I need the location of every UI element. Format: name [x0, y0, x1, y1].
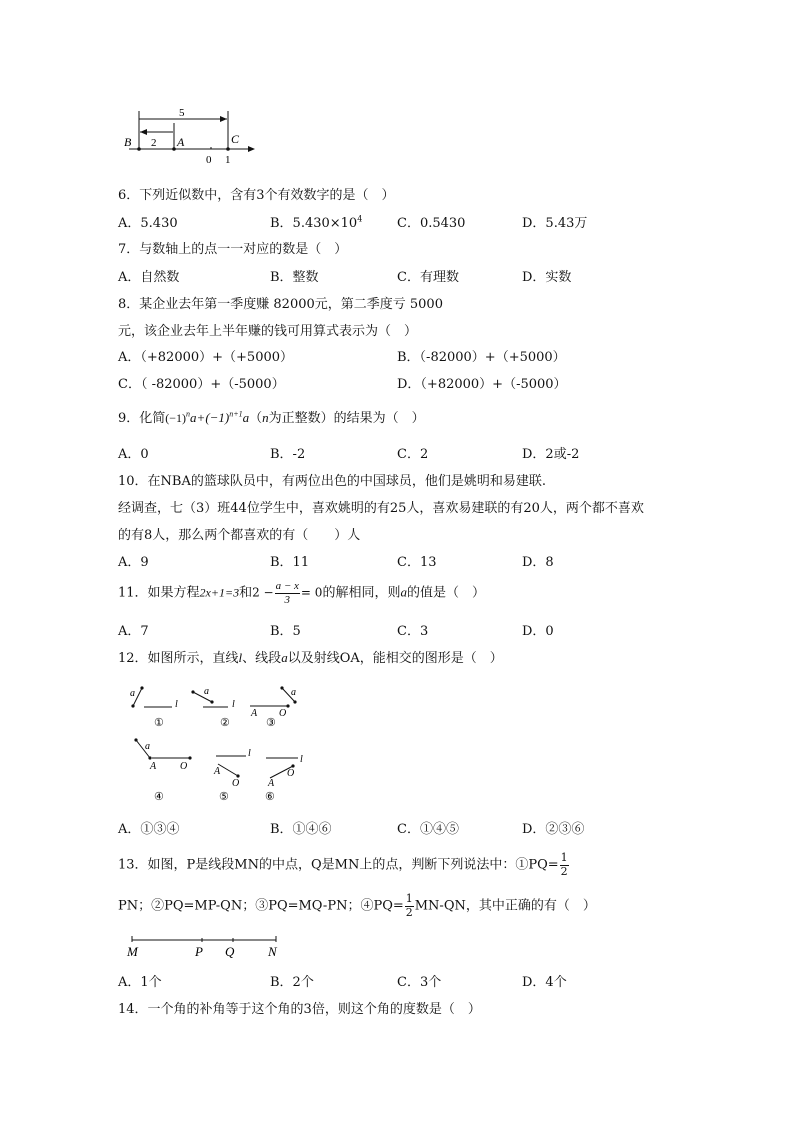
- q12-stem: [118, 647, 503, 666]
- fig2-label-a: a: [204, 686, 209, 697]
- q10-option-a[interactable]: A．9: [118, 555, 149, 570]
- fig1-segment-end: [140, 686, 143, 689]
- fig6-label-a: A: [268, 778, 275, 789]
- q6-option-b-main: B．5.430×10: [270, 216, 358, 231]
- q12-pre: 12．如图所示，直线: [118, 651, 239, 666]
- q11-frac-den: 3: [284, 593, 291, 606]
- label-2: 2: [151, 137, 157, 149]
- q9-pre: 9．化简: [118, 411, 166, 426]
- q7-option-d[interactable]: D．实数: [522, 270, 572, 285]
- q9-sup-n: n: [186, 409, 191, 419]
- q6-option-c[interactable]: C．0.5430: [397, 216, 466, 231]
- fig2-segment-end: [210, 700, 213, 703]
- q9-post: 为正整数）的结果为（ ）: [268, 411, 425, 426]
- q13-option-c[interactable]: C．3个: [397, 975, 442, 990]
- q13-option-b[interactable]: B．2个: [270, 975, 314, 990]
- fig3-label-o: O: [279, 708, 287, 719]
- label-b: B: [124, 135, 132, 149]
- q9-option-a[interactable]: A．0: [118, 447, 149, 462]
- q9-expr-part2: a+(−1): [190, 410, 230, 425]
- q11-fraction: [275, 580, 300, 606]
- q11-eq2-pre: 2 −: [252, 585, 274, 600]
- fig4-segment-end: [134, 738, 137, 741]
- q13-line2-a: PN；②PQ=MP-QN；③PQ=MQ-PN；④PQ=: [118, 898, 404, 914]
- q12-mid: 、线段: [242, 651, 282, 666]
- q9-option-d[interactable]: D．2或-2: [522, 447, 580, 462]
- q13-line2-b: MN-QN，其中正确的有（ ）: [414, 898, 596, 914]
- q13-frac2-den: 2: [405, 905, 413, 919]
- fig6-label-l: l: [300, 754, 303, 765]
- fig1-number: ①: [154, 716, 164, 729]
- label-m: M: [127, 944, 138, 959]
- fig4-point-o: [188, 756, 191, 759]
- label-c: C: [231, 132, 240, 146]
- q9-option-b[interactable]: B．-2: [270, 447, 306, 462]
- q12-var-a: a: [281, 650, 288, 665]
- dimension-arrow-right: [220, 116, 227, 122]
- q13-line1: [118, 852, 570, 878]
- fig4-segment-end: [148, 756, 151, 759]
- q11-post1: 的解相同，则: [322, 585, 401, 601]
- fig3-point-o: [286, 704, 289, 707]
- q13-frac2-num: 1: [405, 892, 413, 905]
- tick-label-1: 1: [225, 154, 231, 166]
- q8-option-c[interactable]: C．（ -82000）+（-5000）: [118, 377, 285, 392]
- label-n: N: [268, 944, 277, 959]
- fig6-number: ⑥: [265, 790, 275, 803]
- q13-line2: [118, 893, 596, 919]
- point-c: [226, 147, 230, 151]
- q11-eq2-post: = 0: [300, 585, 323, 600]
- fig6-label-o: O: [287, 768, 295, 779]
- q12-option-c[interactable]: C．①④⑤: [397, 822, 459, 837]
- q10-line1: 10．在NBA的篮球队员中，有两位出色的中国球员，他们是姚明和易建联.: [118, 474, 546, 489]
- q11-var-a: a: [400, 584, 407, 600]
- q9-var-n: n: [262, 410, 269, 425]
- label-q: Q: [225, 944, 235, 959]
- q13-frac1-num: 1: [560, 851, 568, 864]
- q13-fraction-2: [405, 893, 414, 919]
- q6-option-a[interactable]: A．5.430: [118, 216, 178, 231]
- q11-option-a[interactable]: A．7: [118, 624, 149, 639]
- q11-option-d[interactable]: D．0: [522, 624, 554, 639]
- fig5-label-l: l: [248, 748, 251, 759]
- q12-figures: [120, 680, 320, 805]
- tick-label-0: 0: [206, 154, 212, 166]
- q7-stem: 7．与数轴上的点一一对应的数是（ ）: [118, 242, 348, 257]
- q6-option-b-exponent: 4: [357, 214, 363, 224]
- q14-stem: 14．一个角的补角等于这个角的3倍，则这个角的度数是（ ）: [118, 1002, 481, 1017]
- fig5-label-o: O: [232, 778, 240, 789]
- q8-option-d[interactable]: D．（+82000）+（-5000）: [397, 377, 567, 392]
- point-a: [172, 147, 176, 151]
- q12-option-a[interactable]: A．①③④: [118, 822, 180, 837]
- q9-paren: （: [249, 411, 263, 426]
- q10-option-b[interactable]: B．11: [270, 555, 310, 570]
- q13-option-a[interactable]: A．1个: [118, 975, 162, 990]
- fig4-label-o: O: [180, 761, 188, 772]
- q11-stem: [118, 580, 485, 606]
- fig1-label-l: l: [175, 699, 178, 710]
- number-line-figure: [115, 105, 265, 167]
- q13-segment-figure: [122, 932, 292, 962]
- q7-option-c[interactable]: C．有理数: [397, 270, 459, 285]
- q8-stem-line1: 8．某企业去年第一季度赚 82000元，第二季度亏 5000: [118, 297, 443, 312]
- q13-option-d[interactable]: D．4个: [522, 975, 567, 990]
- q6-option-b[interactable]: [270, 212, 362, 231]
- fig5-ray-oa: [218, 764, 238, 776]
- fig1-segment-end: [131, 704, 134, 707]
- q6-stem: 6．下列近似数中，含有3个有效数字的是（ ）: [118, 188, 395, 203]
- fig1-label-a: a: [130, 688, 135, 699]
- q10-line2: 经调查，七（3）班44位学生中，喜欢姚明的有25人，喜欢易建联的有20人，两个都不喜欢: [118, 501, 644, 516]
- fig5-number: ⑤: [219, 790, 229, 803]
- fig2-segment-end: [191, 690, 194, 693]
- q8-option-a[interactable]: A．（+82000）+（+5000）: [118, 350, 294, 365]
- q9-option-c[interactable]: C．2: [397, 447, 429, 462]
- fig4-label-a: A: [150, 761, 157, 772]
- fig2-number: ②: [220, 716, 230, 729]
- q10-option-c[interactable]: C．13: [397, 555, 437, 570]
- q7-option-b[interactable]: B．整数: [270, 270, 319, 285]
- q9-sup-n1: n+1: [229, 409, 243, 419]
- q6-option-d[interactable]: D．5.43万: [522, 216, 588, 231]
- fig3-label-a: A: [251, 708, 258, 719]
- q9-stem: [118, 407, 425, 426]
- label-5: 5: [179, 107, 185, 119]
- label-a: A: [177, 135, 185, 149]
- fig4-label-a-seg: a: [145, 741, 150, 752]
- fig2-segment-a: [193, 692, 212, 702]
- fig3-number: ③: [266, 716, 276, 729]
- fig3-segment-end: [280, 686, 283, 689]
- q8-option-b[interactable]: B．（-82000）+（+5000）: [397, 350, 566, 365]
- q11-option-b[interactable]: B．5: [270, 624, 301, 639]
- q11-post2: 的值是（ ）: [406, 585, 485, 601]
- q11-he: 和: [239, 585, 253, 601]
- fig2-label-l: l: [232, 699, 235, 710]
- q11-option-c[interactable]: C．3: [397, 624, 429, 639]
- fig4-number: ④: [154, 790, 164, 803]
- q7-option-a[interactable]: A．自然数: [118, 270, 180, 285]
- q11-eq1: 2x+1=3: [199, 585, 240, 600]
- dimension-arrow-left: [140, 129, 147, 135]
- q13-line1-text: 13．如图，P是线段MN的中点，Q是MN上的点，判断下列说法中：①PQ=: [118, 857, 559, 873]
- q12-var-l: l: [238, 650, 243, 665]
- q8-stem-line2: 元，该企业去年上半年赚的钱可用算式表示为（ ）: [118, 324, 418, 339]
- fig3-segment-end: [293, 700, 296, 703]
- q10-option-d[interactable]: D．8: [522, 555, 554, 570]
- q13-fraction-1: [560, 852, 569, 878]
- label-p: P: [195, 944, 203, 959]
- q11-pre: 11．如果方程: [118, 585, 200, 601]
- fig5-label-a: A: [214, 766, 221, 777]
- q9-var-a: a: [242, 410, 250, 425]
- q12-post: 以及射线OA，能相交的图形是（ ）: [287, 651, 503, 666]
- q11-frac-num: a − x: [275, 580, 299, 592]
- fig3-label-a-seg: a: [291, 687, 296, 698]
- point-b: [137, 147, 141, 151]
- q13-frac1-den: 2: [560, 864, 568, 878]
- q9-expr-part1: (−1): [165, 411, 187, 425]
- q10-line3: 的有8人，那么两个都喜欢的有（ ）人: [118, 528, 361, 543]
- axis-arrow: [248, 146, 255, 152]
- q12-option-b[interactable]: B．①④⑥: [270, 822, 332, 837]
- q12-option-d[interactable]: D．②③⑥: [522, 822, 585, 837]
